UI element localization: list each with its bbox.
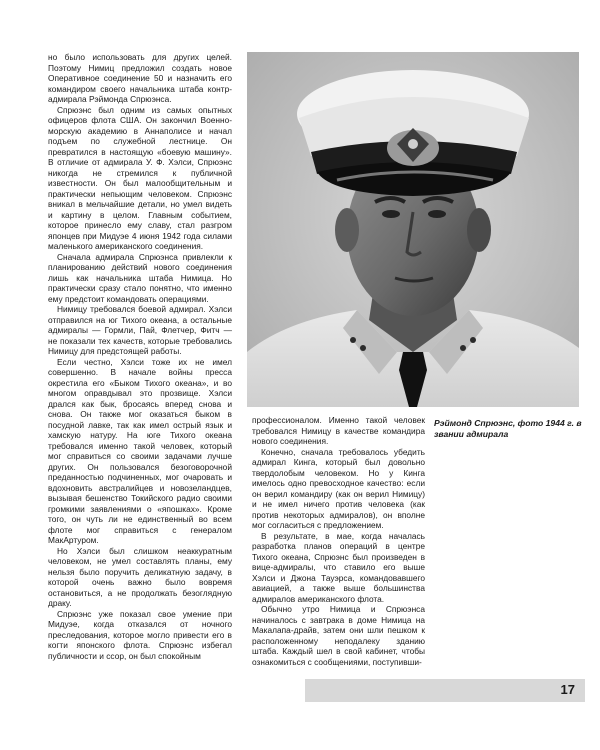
paragraph: Но Хэлси был слишком неаккуратным человеком, не умел составлять планы, ему нельзя было поручить деликатную задачу, в которой очень важно было вовремя остановиться, а не продолжать безоглядную драку. <box>48 545 232 608</box>
photo-caption: Рэймонд Спрюэнс, фото 1944 г. в звании адмирала <box>434 418 582 439</box>
paragraph: Нимицу требовался боевой адмирал. Хэлси отправился на юг Тихого океана, а остальные адмиралы — Гормли, Пай, Флетчер, Фитч — не показали тех качеств, которые требовались Нимицу для предстоящей работы. <box>48 304 232 356</box>
text-column-right <box>252 415 425 667</box>
page-footer-bar <box>305 679 585 702</box>
paragraph: Конечно, сначала требовалось убедить адмирал Кинга, который был довольно твердолобым человеком. Но у Кинга имелось одно превосходное качество: если он верил командиру (как он верил Нимицу) и не имел ничего против человека (как против некоторых адмиралов), он вполне мог согласиться с предложением. <box>252 446 425 530</box>
paragraph: Обычно утро Нимица и Спрюэнса начиналось с завтрака в доме Нимица на Макалапа-драйв, затем они шли пешком к расположенному неподалеку зданию штаба. Каждый шел в свой кабинет, чтобы ознакомиться с сообщениями, поступивши- <box>252 604 425 667</box>
paragraph: В результате, в мае, когда началась разработка планов операций в центре Тихого океана, Спрюэнс был произведен в вице-адмиралы, что ставило его выше Хэлси и Джона Тауэрса, командовавшего авиацией, а также выше большинства адмиралов американского флота. <box>252 530 425 604</box>
paragraph: Спрюэнс был одним из самых опытных офицеров флота США. Он закончил Военно-морскую академию в Аннаполисе и начал подъем по служебной лестнице. Он превратился в настоящую «боевую машину». В отличие от адмирала У. Ф. Хэлси, Спрюэнс никогда не стремился к публичной известности. Он был малообщительным и практически непьющим человеком. Спрюэнс вникал в мельчайшие детали, но умел видеть и картину в целом. Главным событием, которое принесло ему славу, стал разгром японцев при Мидуэе 4 июня 1942 года силами маленького американского соединения. <box>48 104 232 251</box>
text-column-left <box>48 52 232 661</box>
portrait-illustration <box>247 52 579 407</box>
paragraph: профессионалом. Именно такой человек требовался Нимицу в качестве командира нового соединения. <box>252 415 425 446</box>
paragraph: Спрюэнс уже показал свое умение при Мидуэе, когда отказался от ночного преследования, которое могло привести его в когти японского флота. Спрюэнс избегал публичности и ссор, он был спокойным <box>48 608 232 661</box>
admiral-portrait-photo <box>247 52 579 407</box>
paragraph: Сначала адмирала Спрюэнса привлекли к планированию действий нового соединения лишь как начальника штаба Нимица. Но практически сразу стало понятно, что именно ему предстоит командовать операциями. <box>48 251 232 304</box>
paragraph: Если честно, Хэлси тоже их не имел совершенно. В начале войны пресса окрестила его «Быком Тихого океана», и во многом оправдывал это прозвище. Хэлси дрался как бык, бросаясь вперед снова и снова. Он также мог оказаться быком в посудной лавке, так как имел острый язык и хамскую натуру. На юге Тихого океана требовался именно такой человек, который мог справиться со своими задачами лучше других. Он пользовался безоговорочной преданностью подчиненных, мог очаровать и вдохновить австралийцев и новозеландцев, вызывая бешенство Токийского радио своими громкими заявлениями о «япошках». Кроме того, он чуть ли не единственный во всем флоте мог справиться с генералом МакАртуром. <box>48 356 232 545</box>
page-number: 17 <box>560 682 575 697</box>
paragraph: но было использовать для других целей. Поэтому Нимиц предложил создать новое Оперативное соединение 50 и назначить его командиром своего начальника штаба контр-адмирала Рэймонда Спрюэнса. <box>48 52 232 104</box>
